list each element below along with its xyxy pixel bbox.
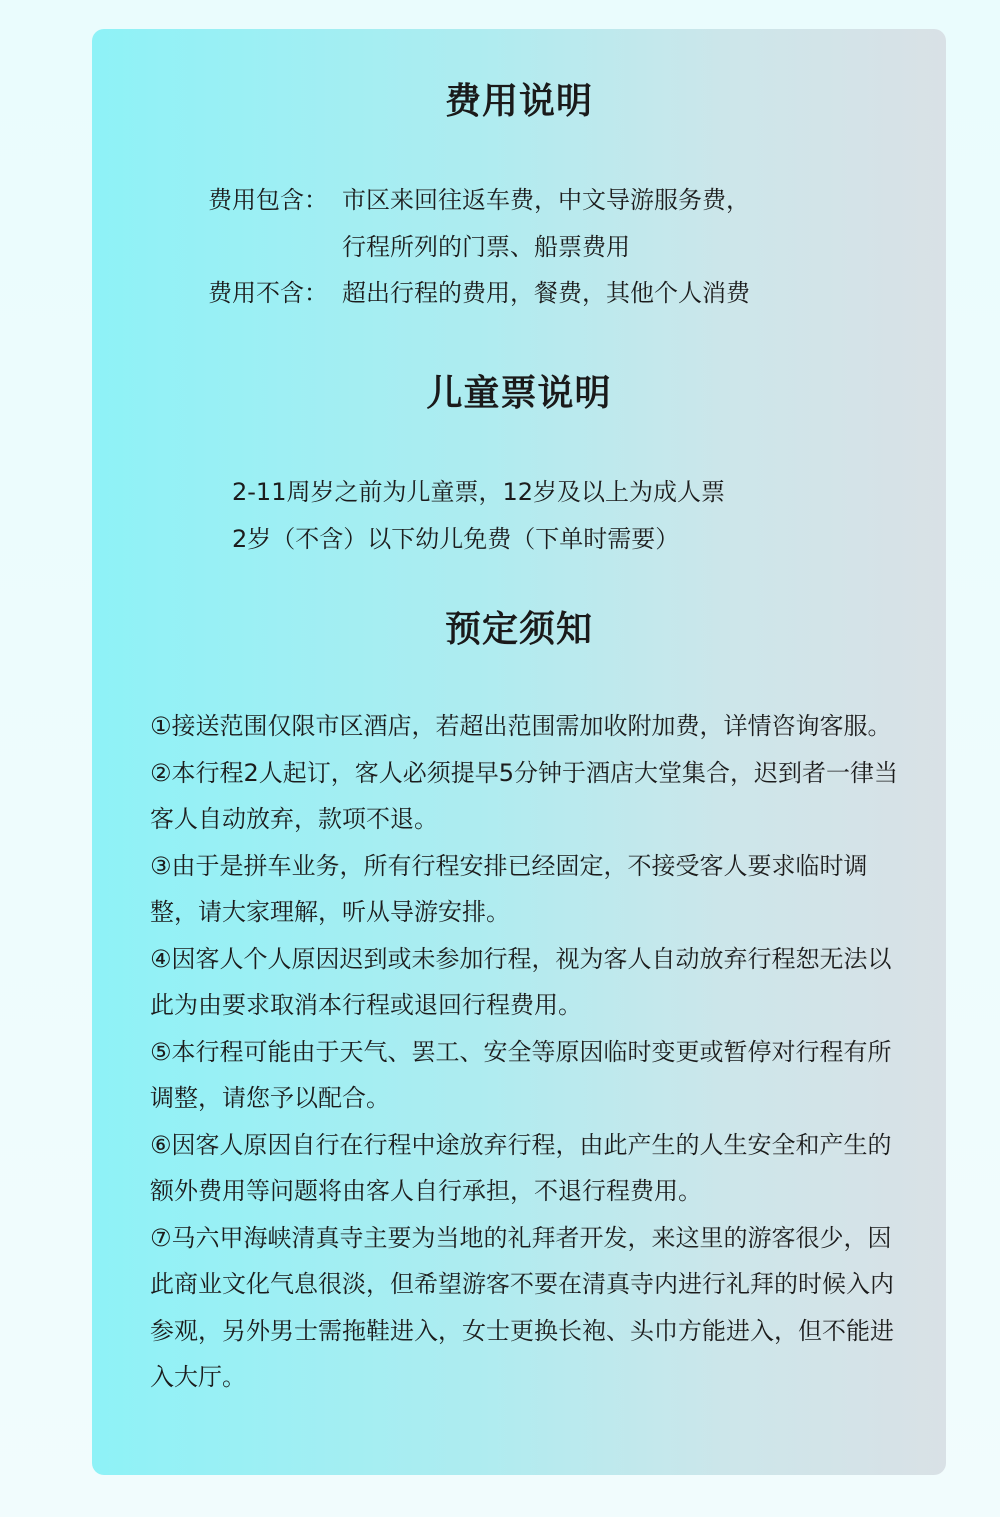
notice-item: ⑥因客人原因自行在行程中途放弃行程，由此产生的人生安全和产生的额外费用等问题将由客人自行承担，不退行程费用。	[150, 1130, 892, 1205]
booking-notice-title: 预定须知	[444, 609, 593, 650]
child-ticket-line: 2岁（不含）以下幼儿免费（下单时需要）	[232, 524, 680, 553]
notice-item: ⑤本行程可能由于天气、罢工、安全等原因临时变更或暂停对行程有所调整，请您予以配合。	[150, 1037, 892, 1112]
fee-include-label: 费用包含：	[208, 186, 328, 214]
notice-item: ④因客人个人原因迟到或未参加行程，视为客人自动放弃行程恕无法以此为由要求取消本行程或退回行程费用。	[150, 944, 892, 1019]
fee-include-lines	[342, 177, 750, 270]
fee-exclude-row	[208, 270, 750, 317]
info-card	[92, 29, 946, 1475]
notice-item: ②本行程2人起订，客人必须提早5分钟于酒店大堂集合，迟到者一律当客人自动放弃，款项不退。	[150, 758, 899, 833]
fee-include-row	[208, 177, 750, 270]
child-ticket-title: 儿童票说明	[426, 373, 612, 414]
notice-item: ③由于是拼车业务，所有行程安排已经固定，不接受客人要求临时调整，请大家理解，听从导游安排。	[150, 851, 868, 926]
child-ticket-line: 2-11周岁之前为儿童票，12岁及以上为成人票	[232, 478, 726, 506]
fee-include-line: 行程所列的门票、船票费用	[342, 232, 630, 261]
fee-exclude-label: 费用不含：	[208, 279, 328, 307]
fee-exclude-text: 超出行程的费用，餐费，其他个人消费	[342, 279, 750, 307]
notice-item: ①接送范围仅限市区酒店，若超出范围需加收附加费，详情咨询客服。	[150, 712, 892, 740]
fee-details	[208, 177, 750, 317]
notice-item: ⑦马六甲海峡清真寺主要为当地的礼拜者开发，来这里的游客很少，因此商业文化气息很淡，但希望游客不要在清真寺内进行礼拜的时候入内参观，另外男士需拖鞋进入，女士更换长袍、头巾方能进入，但不能进入大厅。	[150, 1223, 894, 1391]
child-ticket-details	[232, 469, 725, 562]
fee-include-line: 市区来回往返车费，中文导游服务费，	[342, 186, 750, 214]
booking-notice-list	[150, 703, 900, 1401]
fee-section-title: 费用说明	[444, 81, 593, 122]
